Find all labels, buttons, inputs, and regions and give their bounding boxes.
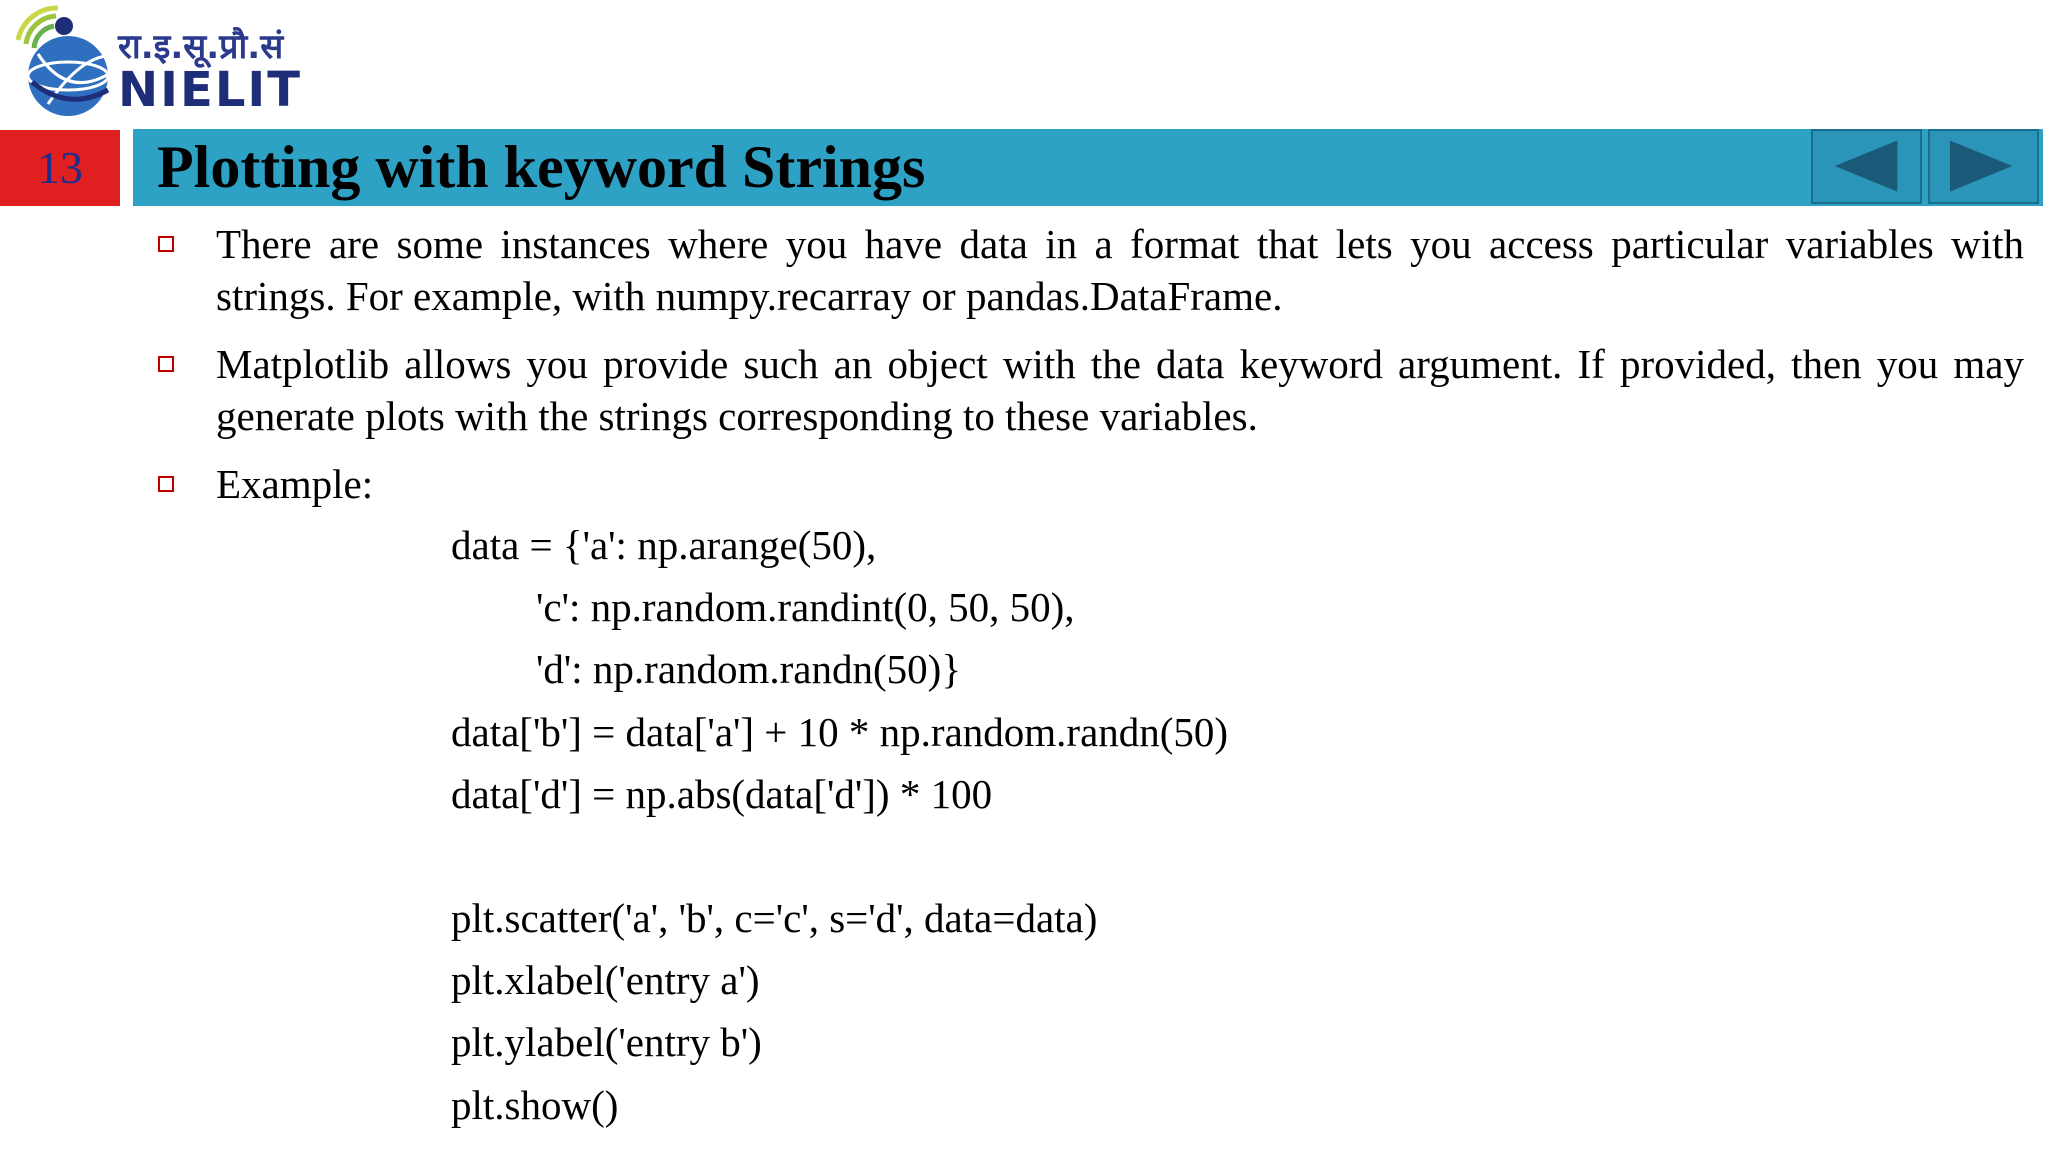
next-slide-button[interactable] [1928,129,2039,204]
title-bar [133,129,2043,206]
logo-hindi-text: रा.इ.सू.प्रौ.सं [118,27,284,67]
code-line: 'd': np.random.randn(50)} [536,646,961,692]
previous-slide-button[interactable] [1811,129,1922,204]
code-line: plt.xlabel('entry a') [451,957,760,1003]
nielit-logo [8,0,308,125]
triangle-left-icon [1813,131,1920,202]
code-line: plt.scatter('a', 'b', c='c', s='d', data=data) [451,895,1098,941]
code-line: data['b'] = data['a'] + 10 * np.random.randn(50) [451,709,1229,755]
bullet-marker [158,236,174,252]
code-line: plt.ylabel('entry b') [451,1019,762,1065]
bullet-text-1: There are some instances where you have data in a format that lets you access particular variables with strings. For example, with numpy.recarray or pandas.DataFrame. [216,221,2024,319]
slide-number: 13 [0,130,120,206]
bullet-marker [158,476,174,492]
code-line: 'c': np.random.randint(0, 50, 50), [536,584,1075,630]
bullet-text-2: Matplotlib allows you provide such an object with the data keyword argument. If provided, then you may generate plots with the strings corresponding to these variables. [216,341,2024,439]
code-line: data = {'a': np.arange(50), [451,522,877,568]
nielit-globe-icon [8,0,128,120]
slide-title: Plotting with keyword Strings [157,134,926,200]
logo-english-text: NIELIT [118,62,303,118]
code-line: plt.show() [451,1082,619,1128]
bullet-text-3: Example: [216,461,374,507]
triangle-right-icon [1930,131,2037,202]
code-line: data['d'] = np.abs(data['d']) * 100 [451,771,993,817]
bullet-marker [158,356,174,372]
